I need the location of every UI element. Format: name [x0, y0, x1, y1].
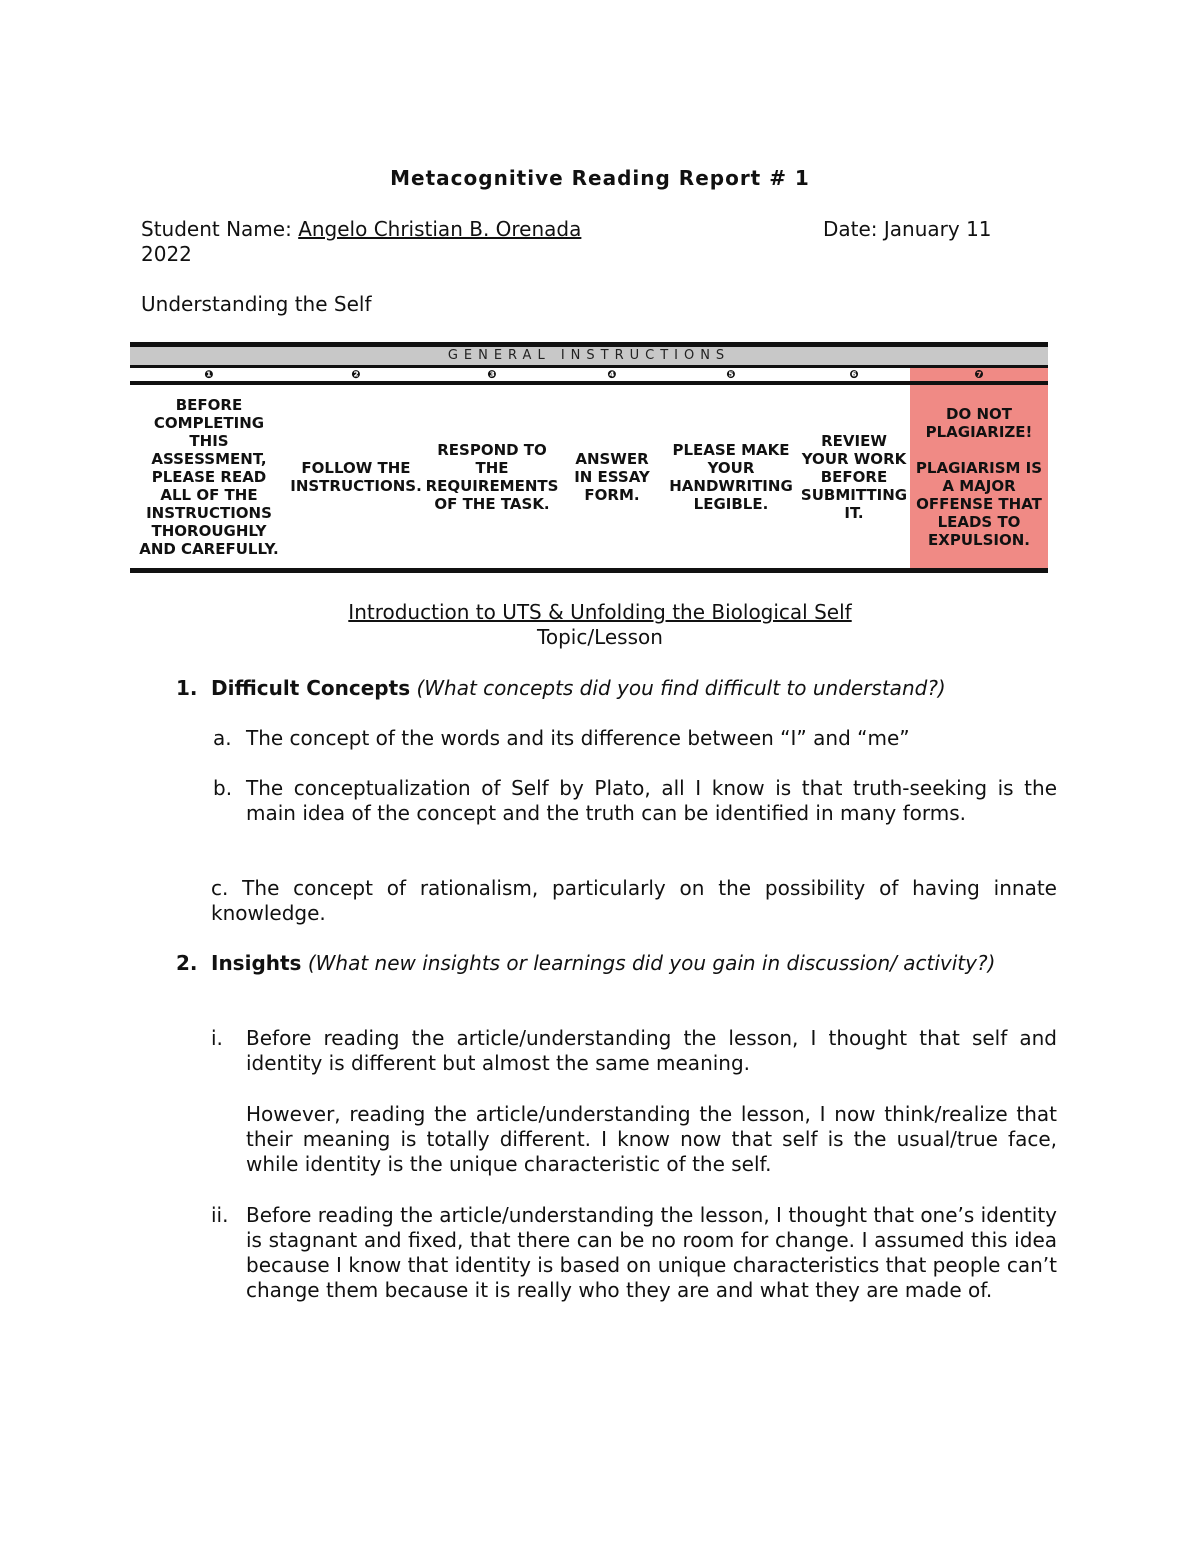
instruction-cell: BEFORE COMPLETING THIS ASSESSMENT, PLEASE READ ALL OF THE INSTRUCTIONS THOROUGHLY AND CAREFULLY. [139, 395, 279, 558]
section2-prompt: (What new insights or learnings did you gain in discussion/ activity?) [307, 951, 996, 975]
section2-title: Insights [211, 951, 302, 975]
instruction-cell: PLEASE MAKE YOUR HANDWRITING LEGIBLE. [669, 440, 793, 513]
instruction-cell: FOLLOW THE INSTRUCTIONS. [290, 458, 422, 495]
instruction-cell: RESPOND TO THE REQUIREMENTS OF THE TASK. [425, 440, 559, 513]
instructions-table [130, 342, 1048, 573]
instructions-header: GENERAL INSTRUCTIONS [130, 347, 1048, 365]
table-rule [130, 568, 1048, 573]
section1-heading [211, 676, 946, 700]
list-marker: b. [213, 776, 233, 800]
section1-prompt: (What concepts did you find difficult to understand?) [416, 676, 946, 700]
topic-label: Topic/Lesson [537, 625, 663, 649]
warning-title: DO NOT PLAGIARIZE! [925, 404, 1033, 441]
date-label: Date: January 11 [823, 217, 992, 241]
instruction-number: ❻ [849, 368, 859, 381]
warning-text: PLAGIARISM IS A MAJOR OFFENSE THAT LEADS TO EXPULSION. [915, 458, 1043, 549]
list-marker: i. [211, 1026, 223, 1050]
list-item: Before reading the article/understanding the lesson, I thought that self and identity is different but almost the same meaning. [246, 1026, 1057, 1075]
instruction-number: ❸ [487, 368, 497, 381]
topic-title [0, 600, 1200, 624]
student-name-label: Student Name: [141, 217, 299, 241]
section1-title: Difficult Concepts [211, 676, 411, 700]
list-item-c [211, 876, 1057, 926]
instruction-number: ❺ [726, 368, 736, 381]
student-name: Angelo Christian B. Orenada [298, 217, 582, 241]
list-item-text: The concept of rationalism, particularly on the possibility of having innate knowledge. [211, 876, 1057, 925]
list-marker: ii. [211, 1203, 229, 1227]
list-item-followup: However, reading the article/understanding the lesson, I now think/realize that their meaning is totally different. I know now that self is the usual/true face, while identity is the unique characteristic of the self. [246, 1102, 1057, 1176]
section2-number: 2. [176, 951, 198, 975]
section2-heading [211, 951, 1057, 976]
instruction-numbers [130, 368, 1048, 381]
topic-title-text: Introduction to UTS & Unfolding the Biological Self [348, 600, 852, 624]
instruction-number: ❶ [204, 368, 214, 381]
date-year: 2022 [141, 242, 192, 266]
section1-number: 1. [176, 676, 198, 700]
student-name-line [141, 217, 581, 241]
list-item: Before reading the article/understanding the lesson, I thought that one’s identity is stagnant and fixed, that there can be no room for change. I assumed this idea because I know that identity is based on unique characteristics that people can’t change them because it is really who they are and what they are made of. [246, 1203, 1057, 1302]
list-item: The concept of the words and its difference between “I” and “me” [246, 726, 910, 750]
instruction-number: ❹ [607, 368, 617, 381]
course-name: Understanding the Self [141, 292, 372, 316]
list-marker: a. [213, 726, 232, 750]
instruction-number: ❷ [351, 368, 361, 381]
instruction-cell: ANSWER IN ESSAY FORM. [574, 449, 650, 504]
instruction-cells [130, 385, 1048, 568]
instruction-number: ❼ [910, 368, 1048, 381]
report-title: Metacognitive Reading Report # 1 [390, 166, 810, 190]
plagiarism-warning-cell [910, 385, 1048, 568]
list-marker: c. [211, 876, 229, 900]
list-item: The conceptualization of Self by Plato, all I know is that truth-seeking is the main idea of the concept and the truth can be identified in many forms. [246, 776, 1057, 825]
instruction-cell: REVIEW YOUR WORK BEFORE SUBMITTING IT. [800, 431, 908, 522]
